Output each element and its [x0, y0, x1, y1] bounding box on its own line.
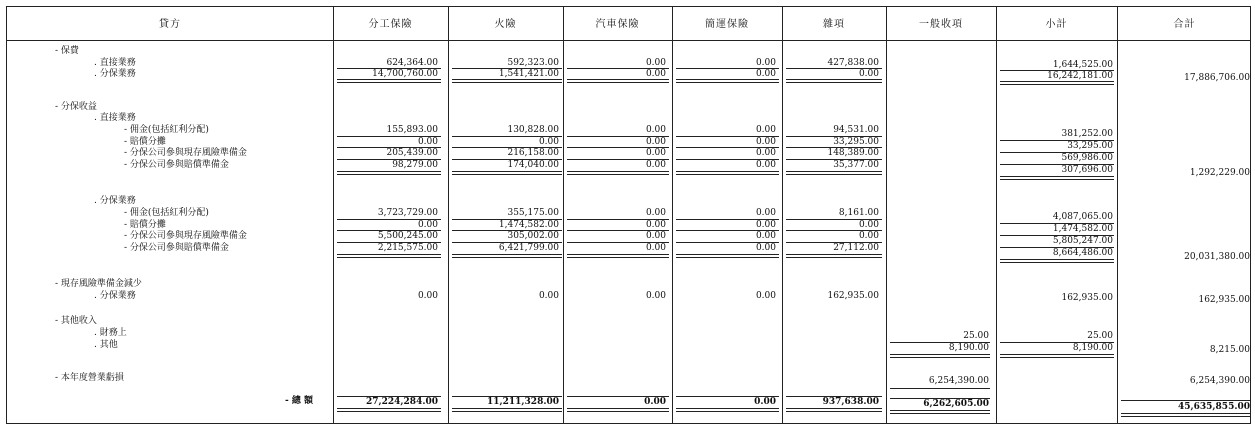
- cell-d-risk-c1: 205,439.00: [386, 148, 438, 158]
- cell-fin-c7: 25.00: [1087, 331, 1113, 341]
- label-income-direct: . 直接業務: [94, 113, 136, 123]
- cell-r-claimres-c4: 0.00: [755, 243, 776, 253]
- cell-r-risk-c1: 5,500,245.00: [377, 231, 438, 241]
- cell-total-c6: 6,262,605.00: [923, 399, 989, 409]
- cell-r-comm-c4: 0.00: [755, 208, 776, 218]
- column-divider: [886, 7, 887, 423]
- label-premium-direct: . 直接業務: [94, 58, 136, 68]
- cell-total-c1: 27,224,284.00: [365, 397, 438, 407]
- label-r-claims: - 賠償分攤: [124, 220, 166, 230]
- label-d-claims: - 賠償分攤: [124, 137, 166, 147]
- cell-decrease-c1: 0.00: [417, 291, 438, 301]
- label-income-ri: . 分保業務: [94, 196, 136, 206]
- cell-prem-ri-c3: 0.00: [645, 69, 666, 79]
- label-decrease-ri: . 分保業務: [94, 291, 136, 301]
- cell-oth-c8: 8,215.00: [1209, 345, 1250, 355]
- label-d-risk-reserve: - 分保公司參與現存風險準備金: [124, 148, 247, 158]
- cell-r-claimres-c1: 2,215,575.00: [377, 243, 438, 253]
- header-col-1: 分工保險: [368, 19, 413, 30]
- cell-prem-ri-c7: 16,242,181.00: [1047, 71, 1113, 81]
- label-r-claim-reserve: - 分保公司參與賠償準備金: [124, 243, 229, 253]
- cell-d-claimres-c2: 174,040.00: [507, 160, 559, 170]
- cell-total-c4: 0.00: [754, 397, 776, 407]
- cell-r-claims-c4: 0.00: [755, 220, 776, 230]
- label-r-risk-reserve: - 分保公司參與現存風險準備金: [124, 231, 247, 241]
- cell-d-comm-c4: 0.00: [755, 125, 776, 135]
- cell-prem-direct-c1: 624,364.00: [386, 58, 438, 68]
- cell-d-risk-c3: 0.00: [645, 148, 666, 158]
- header-col-4: 簡運保險: [705, 19, 749, 30]
- cell-total-c3: 0.00: [644, 397, 666, 407]
- cell-oth-c7: 8,190.00: [1072, 343, 1113, 353]
- column-divider: [1117, 7, 1118, 423]
- label-premium-ri: . 分保業務: [94, 69, 136, 79]
- cell-d-claims-c5: 33,295.00: [833, 137, 879, 147]
- header-col-2: 火險: [494, 19, 517, 30]
- cell-decrease-c3: 0.00: [645, 291, 666, 301]
- cell-decrease-c8: 162,935.00: [1198, 295, 1250, 305]
- cell-d-claimres-c7: 307,696.00: [1061, 165, 1113, 175]
- cell-prem-direct-c7: 1,644,525.00: [1052, 60, 1113, 70]
- cell-d-claimres-c5: 35,377.00: [833, 160, 879, 170]
- cell-prem-ri-c4: 0.00: [755, 69, 776, 79]
- cell-r-claimres-c2: 6,421,799.00: [498, 243, 559, 253]
- cell-d-claimres-c4: 0.00: [755, 160, 776, 170]
- cell-d-claimres-c8: 1,292,229.00: [1189, 168, 1250, 178]
- cell-oth-c6: 8,190.00: [948, 343, 989, 353]
- label-total: - 總 額: [285, 396, 314, 406]
- cell-r-risk-c7: 5,805,247.00: [1052, 236, 1113, 246]
- label-other-income: - 其他收入: [55, 316, 97, 326]
- cell-r-claims-c1: 0.00: [417, 220, 438, 230]
- cell-decrease-c4: 0.00: [755, 291, 776, 301]
- cell-r-claims-c7: 1,474,582.00: [1052, 224, 1113, 234]
- label-r-commission: - 佣金(包括紅利分配): [124, 208, 209, 218]
- cell-r-comm-c2: 355,175.00: [507, 208, 559, 218]
- cell-r-risk-c4: 0.00: [755, 231, 776, 241]
- label-risk-decrease: - 現存風險準備金減少: [55, 279, 142, 289]
- cell-d-risk-c7: 569,986.00: [1061, 153, 1113, 163]
- cell-r-risk-c2: 305,002.00: [507, 231, 559, 241]
- cell-d-comm-c2: 130,828.00: [507, 125, 559, 135]
- label-d-commission: - 佣金(包括紅利分配): [124, 125, 209, 135]
- cell-prem-ri-c2: 1,541,421.00: [498, 69, 559, 79]
- cell-r-claimres-c5: 27,112.00: [833, 243, 879, 253]
- cell-prem-ri-c5: 0.00: [858, 69, 879, 79]
- cell-r-claims-c3: 0.00: [645, 220, 666, 230]
- cell-r-comm-c5: 8,161.00: [838, 208, 879, 218]
- cell-prem-direct-c2: 592,323.00: [507, 58, 559, 68]
- cell-d-comm-c1: 155,893.00: [386, 125, 438, 135]
- cell-fin-c6: 25.00: [963, 331, 989, 341]
- cell-r-comm-c3: 0.00: [645, 208, 666, 218]
- label-year-loss: - 本年度營業虧損: [55, 373, 124, 383]
- cell-d-risk-c4: 0.00: [755, 148, 776, 158]
- cell-d-claims-c2: 0.00: [538, 137, 559, 147]
- label-d-claim-reserve: - 分保公司參與賠償準備金: [124, 160, 229, 170]
- label-financial: . 財務上: [94, 328, 127, 338]
- cell-d-claims-c4: 0.00: [755, 137, 776, 147]
- cell-d-claims-c7: 33,295.00: [1067, 141, 1113, 151]
- header-rule: [7, 40, 1250, 41]
- cell-decrease-c5: 162,935.00: [827, 291, 879, 301]
- cell-prem-direct-c5: 427,838.00: [827, 58, 879, 68]
- cell-r-risk-c3: 0.00: [645, 231, 666, 241]
- header-col-7: 小計: [1045, 19, 1068, 30]
- cell-d-risk-c5: 148,389.00: [827, 148, 879, 158]
- cell-d-comm-c5: 94,531.00: [833, 125, 879, 135]
- header-desc: 貸方: [159, 19, 181, 30]
- cell-decrease-c7: 162,935.00: [1061, 293, 1113, 303]
- cell-r-claimres-c8: 20,031,380.00: [1184, 252, 1250, 262]
- label-premium: - 保費: [55, 46, 79, 56]
- cell-total-c8: 45,635,855.00: [1177, 402, 1250, 412]
- cell-total-c5: 937,638.00: [822, 397, 879, 407]
- cell-r-risk-c5: 0.00: [858, 231, 879, 241]
- ledger-sheet: [6, 6, 1251, 424]
- cell-r-comm-c1: 3,723,729.00: [377, 208, 438, 218]
- cell-r-claimres-c3: 0.00: [645, 243, 666, 253]
- cell-d-risk-c2: 216,158.00: [507, 148, 559, 158]
- cell-prem-direct-c4: 0.00: [755, 58, 776, 68]
- cell-prem-ri-c8: 17,886,706.00: [1184, 73, 1250, 83]
- cell-r-claims-c5: 0.00: [858, 220, 879, 230]
- cell-d-claims-c3: 0.00: [645, 137, 666, 147]
- header-col-6: 一般收項: [919, 19, 963, 30]
- cell-d-comm-c3: 0.00: [645, 125, 666, 135]
- cell-total-c2: 11,211,328.00: [486, 397, 559, 407]
- cell-d-comm-c7: 381,252.00: [1061, 129, 1113, 139]
- cell-prem-ri-c1: 14,700,760.00: [372, 69, 438, 79]
- cell-d-claimres-c3: 0.00: [645, 160, 666, 170]
- header-col-8: 合計: [1173, 19, 1196, 30]
- header-col-5: 雜項: [823, 19, 845, 30]
- cell-r-claims-c2: 1,474,582.00: [498, 220, 559, 230]
- cell-d-claimres-c1: 98,279.00: [392, 160, 438, 170]
- cell-r-claimres-c7: 8,664,486.00: [1052, 248, 1113, 258]
- cell-d-claims-c1: 0.00: [417, 137, 438, 147]
- header-col-3: 汽車保險: [595, 19, 640, 30]
- cell-decrease-c2: 0.00: [538, 291, 559, 301]
- cell-r-comm-c7: 4,087,065.00: [1052, 212, 1113, 222]
- cell-loss-c6: 6,254,390.00: [928, 376, 989, 386]
- label-others: . 其他: [94, 340, 118, 350]
- cell-loss-c8: 6,254,390.00: [1189, 376, 1250, 386]
- cell-prem-direct-c3: 0.00: [645, 58, 666, 68]
- label-ri-income: - 分保收益: [55, 102, 97, 112]
